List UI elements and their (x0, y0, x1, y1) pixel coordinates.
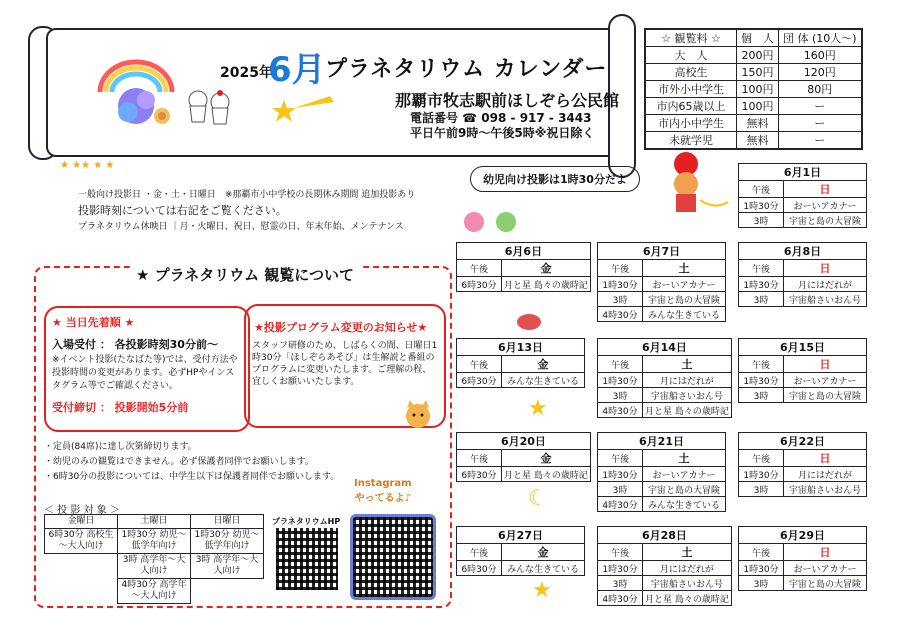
fee-header-group: 団 体 (10人～) (779, 29, 862, 47)
event-note: ※イベント投影(たなばた等)では、受付方法や投影時間の変更があります。必ずHPやインスタグラム等でご確認ください。 (52, 355, 238, 391)
show-program: 宇宙船さいおん号 (784, 292, 867, 307)
show-time: 6時30分 (457, 373, 502, 388)
target-cell: 1時30分 幼児～低学年向け (191, 529, 264, 554)
title-year: 2025年 (220, 65, 273, 81)
show-time: 1時30分 (739, 198, 784, 213)
crab-icon (512, 306, 546, 332)
show-program: 月にはだれが (643, 561, 732, 576)
pm-label: 午後 (739, 181, 784, 198)
show-program: おーいアカナー (784, 561, 867, 576)
show-program: みんな生きている (502, 373, 585, 388)
fee-row (645, 98, 862, 115)
show-time: 3時 (739, 388, 784, 403)
instagram-label (354, 478, 412, 504)
pm-label: 午後 (739, 260, 784, 277)
show-program: 宇宙船さいおん号 (784, 482, 867, 497)
pm-label: 午後 (739, 450, 784, 467)
show-time: 1時30分 (739, 277, 784, 292)
pm-label: 午後 (598, 544, 643, 561)
first-come-box (44, 306, 250, 432)
fee-individual: 200円 (737, 47, 779, 64)
show-time: 3時 (598, 482, 643, 497)
fee-individual: 100円 (737, 81, 779, 98)
opening-hours: 平日午前9時～午後5時※祝日除く (410, 126, 595, 140)
show-time: 3時 (598, 292, 643, 307)
calendar-date: 6月21日 (598, 433, 726, 450)
fee-category: 市内65歳以上 (645, 98, 737, 115)
show-time: 6時30分 (457, 561, 502, 576)
hp-label: プラネタリウムHP (272, 517, 341, 526)
show-time: 1時30分 (739, 561, 784, 576)
target-cell-empty (191, 579, 264, 604)
target-audience-label: ＜ 投 影 対 象 ＞ (44, 505, 120, 516)
page-title: プラネタリウム カレンダー (325, 57, 608, 82)
weekday-label: 土 (643, 260, 726, 277)
calendar-day-sat (597, 338, 732, 418)
calendar-day-fri (456, 432, 591, 482)
weekday-label: 金 (502, 260, 591, 277)
show-time: 4時30分 (598, 497, 643, 512)
calendar-date: 6月7日 (598, 243, 726, 260)
show-time: 4時30分 (598, 307, 643, 322)
show-time: 1時30分 (598, 467, 643, 482)
show-time: 3時 (739, 213, 784, 228)
fee-category: 市内小中学生 (645, 115, 737, 132)
calendar-date: 6月8日 (739, 243, 867, 260)
show-program: おーいアカナー (643, 467, 726, 482)
weekday-label: 日 (784, 260, 867, 277)
program-change-body: スタッフ研修のため、しばらくの間、日曜日1時30分「ほしぞらあそび」は生解説と番組のプログラムに変更いたします。ご理解の程、宜しくお願いいたします。 (252, 341, 438, 387)
show-program: みんな生きている (643, 307, 726, 322)
snail-icon (462, 210, 522, 236)
weekday-label: 金 (502, 450, 591, 467)
show-program: 宇宙と島の大冒険 (643, 292, 726, 307)
weekday-label: 日 (784, 450, 867, 467)
pm-label: 午後 (457, 544, 502, 561)
calendar-date: 6月22日 (739, 433, 867, 450)
target-cell: 3時 高学年～大人向け (191, 554, 264, 579)
pm-label: 午後 (739, 356, 784, 373)
title-month: 6月 (268, 50, 326, 90)
target-header: 日曜日 (191, 515, 264, 529)
calendar-date: 6月28日 (598, 527, 732, 544)
fee-group: 80円 (779, 81, 862, 98)
weekday-label: 日 (784, 356, 867, 373)
fee-group: ー (779, 115, 862, 132)
show-program: 宇宙と島の大冒険 (643, 482, 726, 497)
phone-number: 電話番号 ☎ 098 - 917 - 3443 (410, 111, 592, 125)
viewing-info-title: ★ プラネタリウム 観覧について (130, 264, 360, 285)
show-time: 4時30分 (598, 591, 643, 606)
calendar-day-fri (456, 338, 585, 388)
weekday-label: 土 (643, 450, 726, 467)
cat-icon (400, 400, 436, 430)
calendar-date: 6月6日 (457, 243, 591, 260)
shooting-star-icon (270, 94, 340, 128)
calendar-day-sat (597, 432, 726, 512)
calendar-date: 6月29日 (739, 527, 867, 544)
calendar-date: 6月1日 (739, 164, 867, 181)
fee-group: ー (779, 98, 862, 115)
star-icon: ★ (532, 578, 552, 603)
show-time: 6時30分 (457, 467, 502, 482)
rule-item: ・幼児のみの観覧はできません。必ず保護者同伴でお願いします。 (44, 457, 314, 467)
calendar-date: 6月14日 (598, 339, 732, 356)
target-audience-table (44, 514, 264, 604)
show-program: 月にはだれが (643, 373, 732, 388)
fee-individual: 無料 (737, 132, 779, 150)
fee-group: 160円 (779, 47, 862, 64)
first-come-heading: ★ 当日先着順 ★ (52, 316, 135, 329)
general-info (78, 188, 415, 236)
rule-item: ・定員(84席)に達し次第締切ります。 (44, 442, 197, 452)
instagram-subtitle: やってるよ♪ (354, 493, 411, 504)
weekday-label: 土 (643, 356, 732, 373)
show-program: 宇宙と島の大冒険 (784, 213, 867, 228)
show-program: 宇宙と島の大冒険 (784, 388, 867, 403)
fee-individual: 150円 (737, 64, 779, 81)
calendar-day-sun (738, 526, 867, 591)
pm-label: 午後 (598, 356, 643, 373)
show-program: おーいアカナー (784, 373, 867, 388)
show-program: 宇宙と島の大冒険 (784, 576, 867, 591)
pm-label: 午後 (457, 450, 502, 467)
fee-category: 大 人 (645, 47, 737, 64)
weekday-label: 日 (784, 544, 867, 561)
moon-icon: ☾ (528, 486, 548, 511)
pm-label: 午後 (457, 260, 502, 277)
weekday-label: 土 (643, 544, 732, 561)
fee-category: 高校生 (645, 64, 737, 81)
target-header: 金曜日 (45, 515, 118, 529)
show-time: 1時30分 (739, 373, 784, 388)
show-program: 月と星 島々の歳時記 (643, 591, 732, 606)
fee-header-individual: 個 人 (737, 29, 779, 47)
fee-row (645, 115, 862, 132)
admission-fee-table (644, 28, 863, 150)
screening-days: 一般向け投影日 ・金・土・日曜日 ※那覇市小中学校の長期休み期間 追加投影あり (78, 190, 416, 200)
show-program: みんな生きている (643, 497, 726, 512)
weekday-label: 金 (502, 544, 585, 561)
fee-row (645, 132, 862, 150)
show-time: 1時30分 (598, 373, 643, 388)
homepage-qr-code[interactable] (276, 528, 338, 590)
pm-label: 午後 (457, 356, 502, 373)
show-program: 月にはだれが (784, 467, 867, 482)
calendar-day-sat (597, 242, 726, 322)
speech-bubble: 幼児向け投影は1時30分だよ (470, 166, 640, 192)
show-time: 3時 (739, 292, 784, 307)
show-program: 月と星 島々の歳時記 (502, 277, 591, 292)
fee-category: 市外小中学生 (645, 81, 737, 98)
calendar-day-sun (738, 242, 867, 307)
calendar-june-1 (738, 163, 867, 228)
fee-row (645, 64, 862, 81)
calendar-day-sat (597, 526, 732, 606)
calendar-day-sun (738, 432, 867, 497)
show-program: 宇宙船さいおん号 (643, 388, 732, 403)
target-cell-empty (45, 554, 118, 579)
fee-row (645, 81, 862, 98)
venue-name: 那覇市牧志駅前ほしぞら公民館 (395, 91, 620, 110)
calendar-day-fri (456, 526, 585, 576)
show-time: 3時 (739, 576, 784, 591)
fee-category: 未就学児 (645, 132, 737, 150)
calendar-day-fri (456, 242, 591, 292)
show-time: 3時 (739, 482, 784, 497)
show-time: 1時30分 (598, 561, 643, 576)
pm-label: 午後 (739, 544, 784, 561)
fee-individual: 100円 (737, 98, 779, 115)
program-change-heading: ★投影プログラム変更のお知らせ★ (254, 321, 428, 334)
target-cell: 1時30分 幼児～低学年向け (118, 529, 191, 554)
show-program: おーいアカナー (784, 198, 867, 213)
show-program: 月と星 島々の歳時記 (502, 467, 591, 482)
target-cell: 6時30分 高校生～大人向け (45, 529, 118, 554)
target-header: 土曜日 (118, 515, 191, 529)
pm-label: 午後 (598, 260, 643, 277)
show-time: 3時 (598, 576, 643, 591)
screening-times-note: 投影時刻については右記をご覧ください。 (78, 204, 287, 217)
pm-label: 午後 (598, 450, 643, 467)
calendar-date: 6月15日 (739, 339, 867, 356)
calendar-date: 6月20日 (457, 433, 591, 450)
instagram-qr-code[interactable] (350, 514, 436, 600)
fee-row (645, 47, 862, 64)
show-program: みんな生きている (502, 561, 585, 576)
teru-teru-bozu-icon (186, 88, 234, 128)
fee-group: 120円 (779, 64, 862, 81)
rule-item: ・6時30分の投影については、中学生以下は保護者同伴でお願いします。 (44, 472, 340, 482)
calendar-day-sun (738, 338, 867, 403)
weekday-sunday: 日 (784, 181, 867, 198)
show-program: 月にはだれが (784, 277, 867, 292)
reception-time: 入場受付 ： 各投影時刻30分前～ (52, 338, 218, 351)
show-time: 4時30分 (598, 403, 643, 418)
calendar-date: 6月27日 (457, 527, 585, 544)
show-time: 3時 (598, 388, 643, 403)
star-icon: ★ (528, 396, 548, 421)
closed-days: プラネタリウム休映日 ｜月・火曜日、祝日、慰霊の日、年末年始、メンテナンス (78, 222, 404, 232)
rules-list (44, 440, 339, 485)
fee-individual: 無料 (737, 115, 779, 132)
reception-closing: 受付締切 ： 投影開始5分前 (52, 401, 189, 414)
show-program: 月と星 島々の歳時記 (643, 403, 732, 418)
rainbow-hydrangea-illustration (90, 52, 185, 132)
target-cell-empty (45, 579, 118, 604)
target-cell: 4時30分 高学年～大人向け (118, 579, 191, 604)
target-cell: 3時 高学年～大人向け (118, 554, 191, 579)
fee-group: ー (779, 132, 862, 150)
small-stars-icon: ★ ★★ ★ ★ (60, 160, 115, 171)
show-time: 6時30分 (457, 277, 502, 292)
instagram-title: Instagram (354, 478, 412, 489)
mascot-icon (660, 150, 730, 220)
show-time: 1時30分 (598, 277, 643, 292)
show-program: 宇宙船さいおん号 (643, 576, 732, 591)
show-time: 1時30分 (739, 467, 784, 482)
fee-header-category: ☆ 観覧料 ☆ (645, 29, 737, 47)
weekday-label: 金 (502, 356, 585, 373)
calendar-date: 6月13日 (457, 339, 585, 356)
show-program: おーいアカナー (643, 277, 726, 292)
